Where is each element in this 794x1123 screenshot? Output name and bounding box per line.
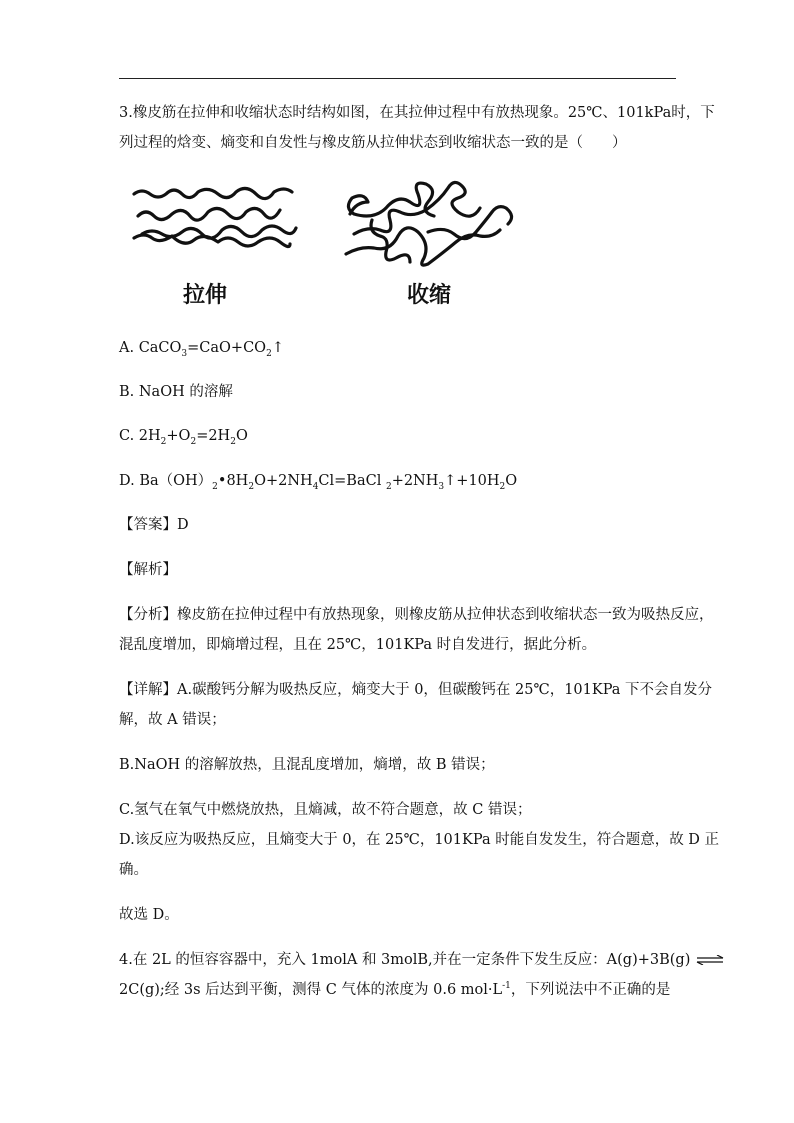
q4-line2: 2C(g);经 3s 后达到平衡，测得 C 气体的浓度为 0.6 $mol\cdot L^{-1}$，下列说法中不正确的是 (119, 981, 671, 998)
q3-stem-line1: 3.橡皮筋在拉伸和收缩状态时结构如图，在其拉伸过程中有放热现象。25℃、101kPa时，下 (119, 105, 715, 121)
figure-label-stretch: 拉伸 (183, 283, 228, 308)
detail-c: C.氢气在氧气中燃烧放热，且熵减，故不符合题意，故 C 错误； (119, 802, 532, 818)
analysis-line1: 【分析】橡皮筋在拉伸过程中有放热现象，则橡皮筋从拉伸状态到收缩状态一致为吸热反应， (119, 607, 714, 623)
option-c: C. $2H_2+O_2=2H_2O$ (119, 428, 248, 447)
figure-label-shrink: 收缩 (407, 283, 452, 308)
option-a: A. $CaCO_3=CaO+CO_2↑$ (119, 340, 284, 359)
rubber-band-figure (128, 172, 528, 276)
detail-line1: 【详解】A.碳酸钙分解为吸热反应，熵变大于 0，但碳酸钙在 25℃，101KPa 下不会自发分 (119, 682, 713, 698)
option-b: B. NaOH 的溶解 (119, 384, 233, 400)
analysis-title: 【解析】 (119, 562, 177, 578)
equilibrium-arrow-icon (695, 955, 725, 965)
analysis-line2: 混乱度增加，即熵增过程，且在 25℃，101KPa 时自发进行，据此分析。 (119, 637, 597, 653)
q4-line1: 4.在 2L 的恒容容器中，充入 1molA 和 3molB,并在一定条件下发生反应：A(g)+3B(g) (119, 950, 679, 970)
answer: 【答案】D (119, 517, 189, 533)
detail-b: B.NaOH 的溶解放热，且混乱度增加，熵增，故 B 错误； (119, 757, 495, 773)
conclusion: 故选 D。 (119, 907, 179, 923)
detail-line2: 解，故 A 错误； (119, 712, 226, 728)
q3-stem-line2: 列过程的焓变、熵变和自发性与橡皮筋从拉伸状态到收缩状态一致的是（ ） (119, 135, 627, 151)
option-d: D. $Ba(OH)_2•8H_2O+2NH_4Cl=BaCl$ $_2+2NH_3↑+10H_2O$ (119, 473, 518, 492)
rubber-band-chains-drawing (128, 172, 528, 272)
header-rule (119, 78, 676, 79)
detail-d-line2: 确。 (119, 862, 148, 878)
detail-d-line1: D.该反应为吸热反应，且熵变大于 0，在 25℃，101KPa 时能自发发生，符合题意，故 D 正 (119, 832, 720, 848)
